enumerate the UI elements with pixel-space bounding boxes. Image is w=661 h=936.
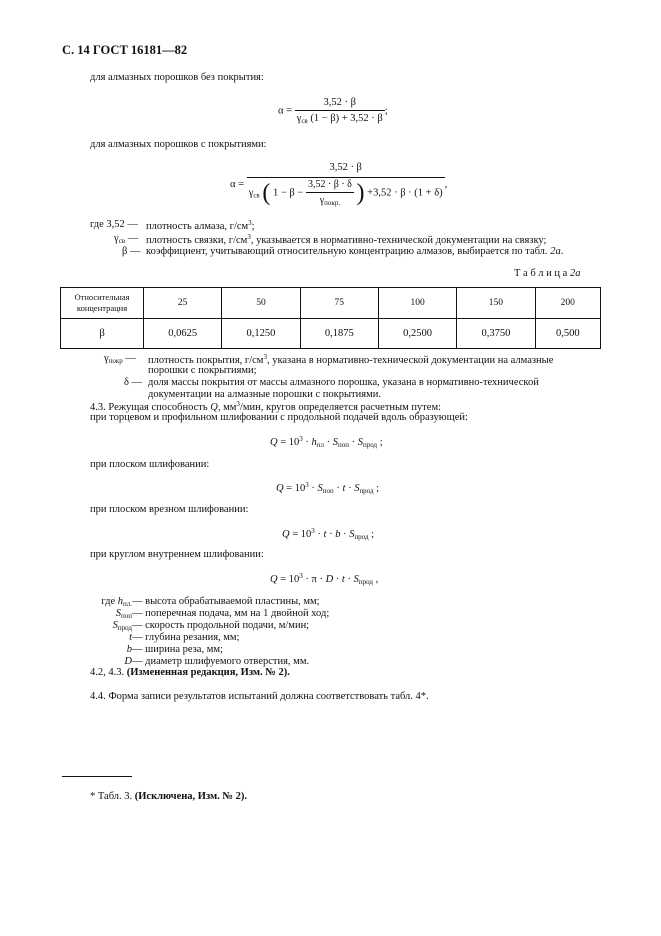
definition-symbol-d: D <box>124 656 132 667</box>
intro-text-3: при торцевом и профильном шлифовании с продольной подачей вдоль образующей: <box>90 412 468 423</box>
table-col-header: 75 <box>300 288 378 319</box>
definition-delta-text: доля массы покрытия от массы алмазного порошка, указана в нормативно-технической <box>148 377 539 388</box>
intro-text-4: при плоском шлифовании: <box>90 459 210 470</box>
intro-text-6: при круглом внутреннем шлифовании: <box>90 549 264 560</box>
table-caption: Т а б л и ц а 2а <box>514 268 581 279</box>
definition-gamma-pokr: $\gamma_{покр}$ — <box>104 353 136 365</box>
footnote: * Табл. 3. (Исключена, Изм. № 2). <box>90 791 247 802</box>
table-col-header: 25 <box>144 288 222 319</box>
table-cell: 0,1875 <box>300 319 378 349</box>
footnote-separator <box>62 776 132 777</box>
definition-beta: β — коэффициент, учитывающий относительную концентрацию алмазов, выбирается по табл. 2а. <box>122 246 564 257</box>
formula-alpha-coated: α = 3,52 · β $\gamma_{св}$ ( 1 − β − $\frac{3,52 \cdot \beta \cdot \delta}{\gamma_{покр.}}$ ) +3,52 · β · (1 + δ) , <box>230 162 448 207</box>
definition-3-52: где 3,52 — плотность алмаза, $г/см^3$; <box>90 219 255 232</box>
table-cell: 0,3750 <box>457 319 535 349</box>
definition-symbol-h: где $h_{пл.}$ <box>101 596 132 608</box>
definition-delta-text-2: документации на алмазные порошки с покрытиями. <box>148 389 381 400</box>
formula-q-face-grinding: $Q = 10^3 \cdot h_{пл} \cdot S_{поп} \cdot S_{прод}$ ; <box>270 435 383 449</box>
table-row-label: β <box>61 319 144 349</box>
table-col-header: 150 <box>457 288 535 319</box>
definition-t-text: — глубина резания, мм; <box>132 632 240 643</box>
definition-h-text: — высота обрабатываемой пластины, мм; <box>132 596 320 607</box>
definition-s-pop-text: — поперечная подача, мм на 1 двойной ход; <box>132 608 330 619</box>
formula-q-surface-grinding: $Q = 10^3 \cdot S_{поп} \cdot t \cdot S_{прод}$ ; <box>276 481 380 495</box>
table-cell: 0,500 <box>535 319 600 349</box>
definition-symbol-t: t <box>129 632 132 643</box>
table-cell: 0,1250 <box>222 319 300 349</box>
intro-text-5: при плоском врезном шлифовании: <box>90 504 249 515</box>
table-header-concentration: Относительная концентрация <box>61 288 144 319</box>
table-cell: 0,2500 <box>378 319 456 349</box>
definition-symbol-b: b <box>126 644 132 655</box>
definition-gamma-pokr-text-2: порошки с покрытиями; <box>148 365 257 376</box>
table-row <box>61 319 601 349</box>
table-cell: 0,0625 <box>144 319 222 349</box>
page-header: С. 14 ГОСТ 16181—82 <box>62 43 188 57</box>
table-col-header: 50 <box>222 288 300 319</box>
formula-q-internal-grinding: $Q = 10^3 \cdot \pi \cdot D \cdot t \cdot S_{прод}$ , <box>270 572 379 586</box>
definition-delta: δ — <box>124 377 143 388</box>
paragraph-4-3: 4.3. Режущая способность Q, $мм^3$/мин, кругов определяется расчетным путем: <box>90 400 442 413</box>
formula-q-plunge-grinding: $Q = 10^3 \cdot t \cdot b \cdot S_{прод}$ ; <box>282 527 375 541</box>
intro-text-1: для алмазных порошков без покрытия: <box>90 72 264 83</box>
definition-gamma-sv: $\gamma_{св}$ — плотность связки, $г/см^3$, указывается в нормативно-технической документации на связку; <box>114 233 547 246</box>
definition-symbol-s-pop: $S_{поп}$ <box>115 608 132 620</box>
formula-alpha-uncoated: α = $\frac{3,52 \cdot \beta}{\gamma_{св} (1 - \beta) + 3,52 \cdot \beta}$ ; <box>278 97 388 125</box>
table-col-header: 100 <box>378 288 456 319</box>
table-header-row <box>61 288 601 319</box>
definition-s-prod-text: — скорость продольной подачи, м/мин; <box>132 620 310 631</box>
definition-d-text: — диаметр шлифуемого отверстия, мм. <box>132 656 310 667</box>
definition-b-text: — ширина реза, мм; <box>132 644 223 655</box>
table-col-header: 200 <box>535 288 600 319</box>
paragraph-4-4: 4.4. Форма записи результатов испытаний должна соответствовать табл. 4*. <box>90 691 429 702</box>
intro-text-2: для алмазных порошков с покрытиями: <box>90 139 267 150</box>
note-4-2-4-3: 4.2, 4.3. (Измененная редакция, Изм. № 2). <box>90 667 290 678</box>
definition-symbol-s-prod: $S_{прод}$ <box>112 620 132 632</box>
concentration-table <box>60 287 601 349</box>
definition-gamma-pokr-text: плотность покрытия, $г/см^3$, указана в нормативно-технической документации на алмазные <box>148 353 554 366</box>
